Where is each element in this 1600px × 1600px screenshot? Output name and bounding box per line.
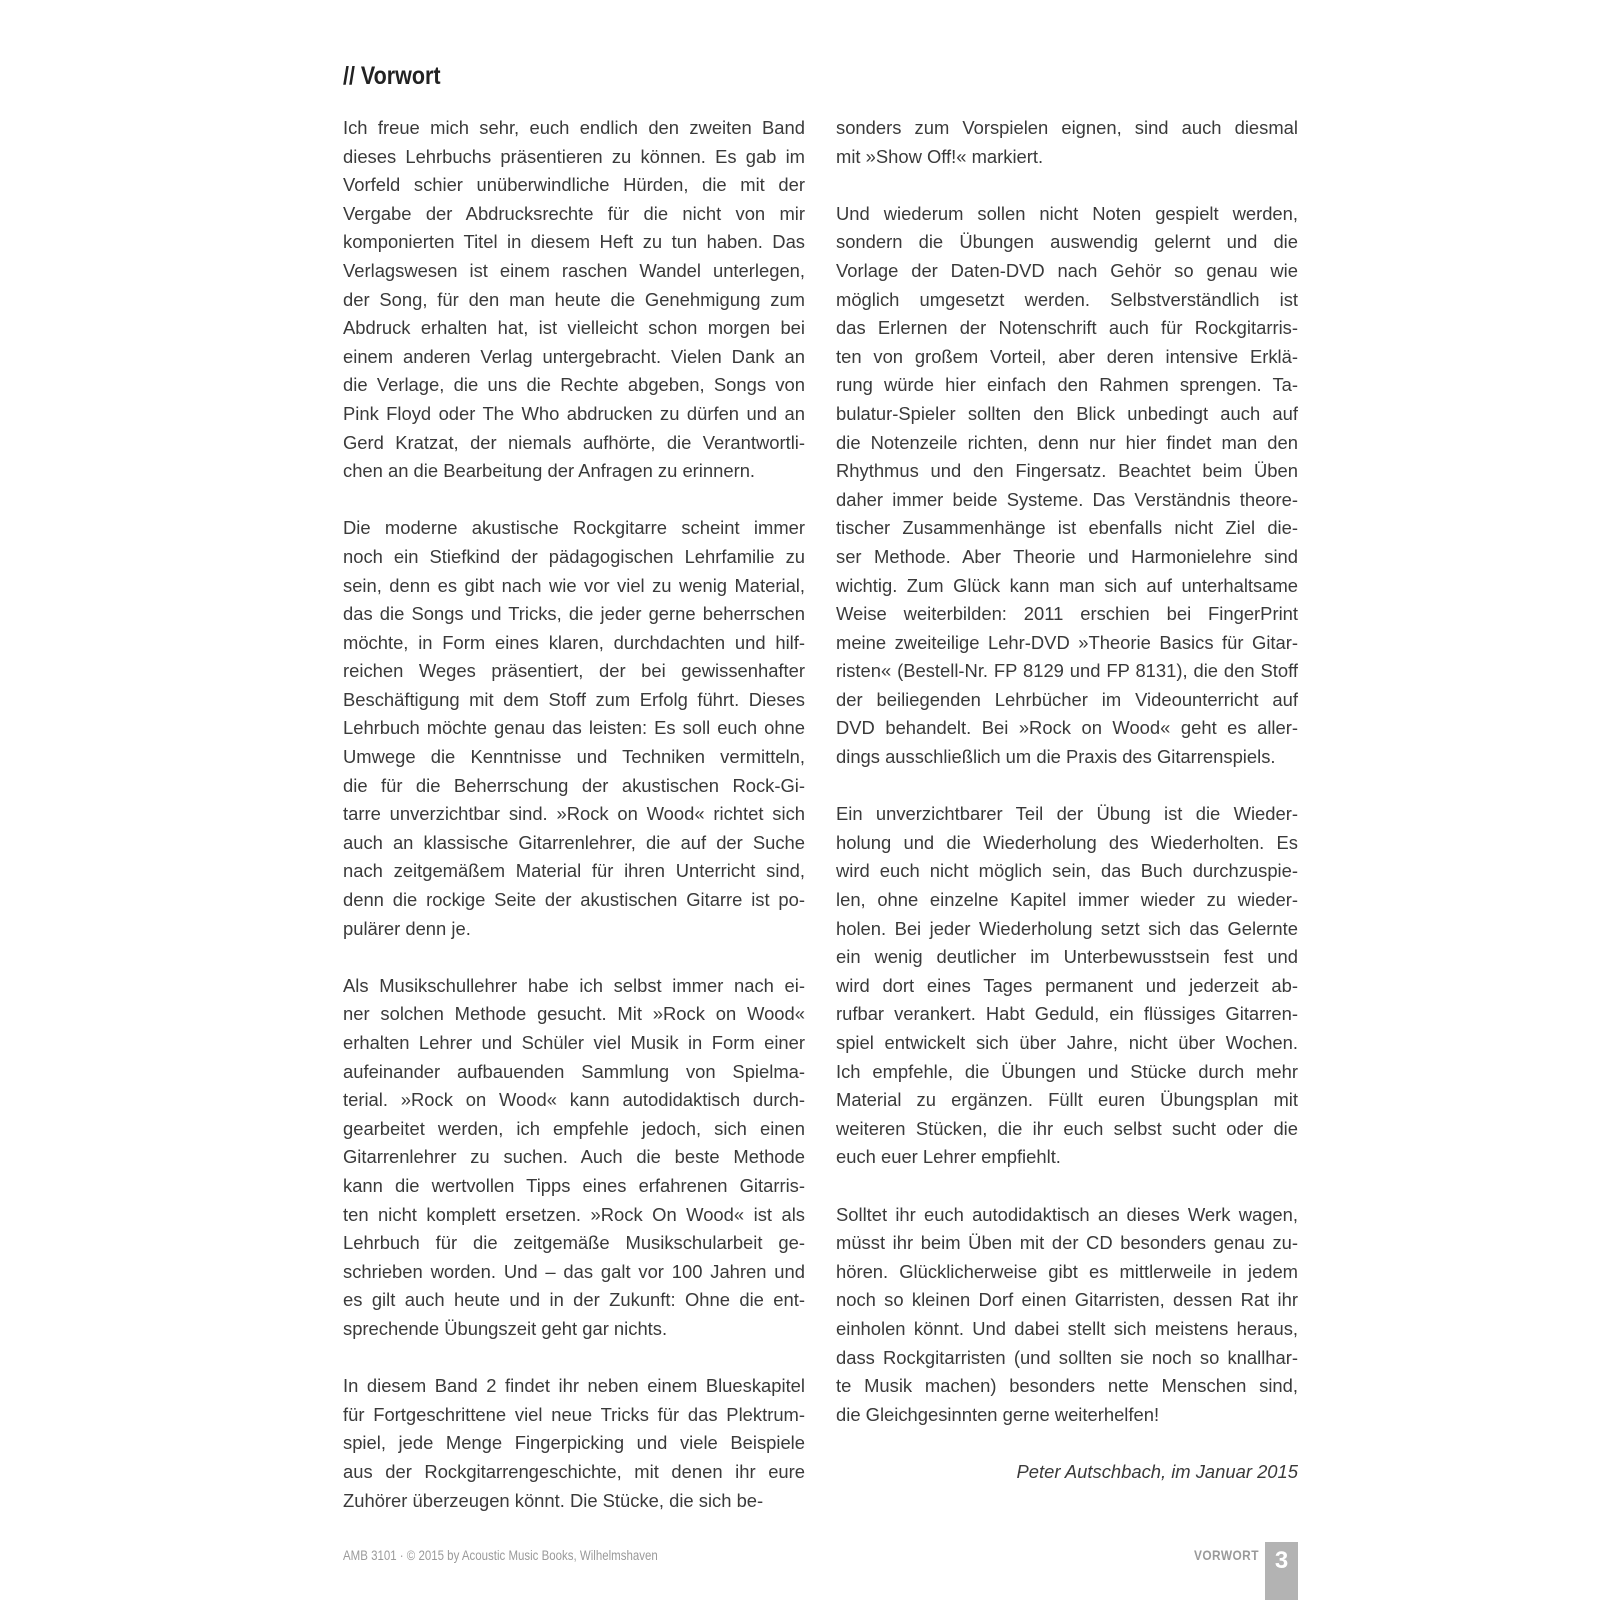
text-line: terial. »Rock on Wood« kann autodidaktisch durch- <box>343 1089 805 1111</box>
text-line: reichen Weges präsentiert, der bei gewissenhafter <box>343 660 805 682</box>
text-line: auch an klassische Gitarrenlehrer, die auf der Suche <box>343 831 805 853</box>
text-line: sein, denn es gibt nach wie vor viel zu wenig Material, <box>343 574 805 596</box>
text-line: Ein unverzichtbarer Teil der Übung ist die Wieder- <box>836 803 1298 825</box>
text-line: denn die rockige Seite der akustischen Gitarre ist po- <box>343 889 805 911</box>
text-line: die Notenzeile richten, denn nur hier findet man den <box>836 431 1298 453</box>
text-line: hören. Glücklicherweise gibt es mittlerweile in jedem <box>836 1260 1298 1282</box>
text-line: Vorlage der Daten-DVD nach Gehör so genau wie <box>836 259 1298 281</box>
text-line: Gerd Kratzat, der niemals aufhörte, die Verantwortli- <box>343 431 805 453</box>
text-line: bulatur-Spieler sollten den Blick unbedingt auch auf <box>836 402 1298 424</box>
text-line: weiteren Stücken, die ihr euch selbst sucht oder die <box>836 1117 1298 1139</box>
text-line: das die Songs und Tricks, die jeder gerne beherrschen <box>343 603 805 625</box>
text-line: Pink Floyd oder The Who abdrucken zu dürfen und an <box>343 402 805 424</box>
text-line: erhalten Lehrer und Schüler viel Musik in Form einer <box>343 1032 805 1053</box>
text-line: kann die wertvollen Tipps eines erfahrenen Gitarris- <box>343 1174 805 1196</box>
footer-copyright: AMB 3101 · © 2015 by Acoustic Music Books, Wilhelmshaven <box>343 1547 658 1563</box>
text-line: noch ein Stiefkind der pädagogischen Lehrfamilie zu <box>343 545 805 567</box>
text-line: Vergabe der Abdrucksrechte für die nicht von mir <box>343 202 805 224</box>
text-line: ser Methode. Aber Theorie und Harmonielehre sind <box>836 545 1298 567</box>
paragraph-gap <box>836 1429 1298 1458</box>
paragraph-gap <box>836 1172 1298 1201</box>
text-line: Die moderne akustische Rockgitarre scheint immer <box>343 517 805 539</box>
footer-section-label: VORWORT <box>1194 1547 1259 1563</box>
text-line: müsst ihr beim Üben mit der CD besonders genau zu- <box>836 1232 1298 1254</box>
text-line: einem anderen Verlag untergebracht. Vielen Dank an <box>343 345 805 367</box>
text-line: der beiliegenden Lehrbücher im Videounterricht auf <box>836 688 1298 710</box>
paragraph-gap <box>343 486 805 515</box>
text-line: In diesem Band 2 findet ihr neben einem Blueskapitel <box>343 1375 805 1397</box>
text-line: Umwege die Kenntnisse und Techniken vermitteln, <box>343 746 805 768</box>
text-line: nach zeitgemäßem Material für ihren Unterricht sind, <box>343 860 805 882</box>
text-line: Weise weiterbilden: 2011 erschien bei FingerPrint <box>836 603 1298 625</box>
text-line: aufeinander aufbauenden Sammlung von Spielma- <box>343 1060 805 1082</box>
text-line: der Song, für den man heute die Genehmigung zum <box>343 288 805 310</box>
text-line: sprechende Übungszeit geht gar nichts. <box>343 1317 668 1339</box>
text-line: gearbeitet werden, ich empfehle jedoch, sich einen <box>343 1117 805 1139</box>
text-line: Ich freue mich sehr, euch endlich den zweiten Band <box>343 117 805 138</box>
text-line: Lehrbuch für die zeitgemäße Musikschularbeit ge- <box>343 1232 805 1254</box>
text-line: Beschäftigung mit dem Stoff zum Erfolg führt. Dieses <box>343 688 805 710</box>
text-line: wird dort eines Tages permanent und jederzeit ab- <box>836 974 1298 996</box>
text-line: noch so kleinen Dorf einen Gitarristen, dessen Rat ihr <box>836 1289 1298 1311</box>
text-line: tarre unverzichtbar sind. »Rock on Wood« richtet sich <box>343 803 805 825</box>
text-line: möglich umgesetzt werden. Selbstverständlich ist <box>836 288 1298 310</box>
text-line: chen an die Bearbeitung der Anfragen zu erinnern. <box>343 460 756 482</box>
text-line: wichtig. Zum Glück kann man sich auf unterhaltsame <box>836 574 1298 596</box>
text-line: einholen könnt. Und dabei stellt sich meistens heraus, <box>836 1317 1298 1339</box>
text-line: ten von großem Vorteil, aber deren intensive Erklä- <box>836 345 1298 367</box>
text-line: Solltet ihr euch autodidaktisch an dieses Werk wagen, <box>836 1203 1298 1225</box>
text-line: euch euer Lehrer empfiehlt. <box>836 1146 1061 1168</box>
text-line: dieses Lehrbuchs präsentieren zu können. Es gab im <box>343 145 805 167</box>
text-line: Verlagswesen ist einem raschen Wandel unterlegen, <box>343 259 805 281</box>
text-line: mit »Show Off!« markiert. <box>836 145 1044 167</box>
text-line: komponierten Titel in diesem Heft zu tun haben. Das <box>343 231 805 253</box>
text-line: DVD behandelt. Bei »Rock on Wood« geht es aller- <box>836 717 1298 739</box>
text-line: spiel, jede Menge Fingerpicking und viele Beispiele <box>343 1432 805 1454</box>
text-line: daher immer beide Systeme. Das Verständnis theore- <box>836 488 1298 510</box>
text-line: Und wiederum sollen nicht Noten gespielt werden, <box>836 202 1298 224</box>
text-line: Lehrbuch möchte genau das leisten: Es soll euch ohne <box>343 717 805 739</box>
text-line: die Gleichgesinnten gerne weiterhelfen! <box>836 1403 1160 1425</box>
text-line: ten nicht komplett ersetzen. »Rock On Wood« ist als <box>343 1203 805 1225</box>
signature: Peter Autschbach, im Januar 2015 <box>1016 1460 1298 1482</box>
text-line: dass Rockgitarristen (und sollten sie noch so knallhar- <box>836 1346 1298 1368</box>
text-line: möchte, in Form eines klaren, durchdachten und hilf- <box>343 631 805 653</box>
text-line: te Musik machen) besonders nette Menschen sind, <box>836 1375 1298 1397</box>
text-line: risten« (Bestell-Nr. FP 8129 und FP 8131), die den Stoff <box>836 660 1298 682</box>
text-line: pulärer denn je. <box>343 917 471 939</box>
text-line: Als Musikschullehrer habe ich selbst immer nach ei- <box>343 974 805 996</box>
page-title: // Vorwort <box>343 62 441 90</box>
text-line: sondern die Übungen auswendig gelernt und die <box>836 231 1298 253</box>
paragraph-gap <box>343 943 805 972</box>
text-line: rufbar verankert. Habt Geduld, ein flüssiges Gitarren- <box>836 1003 1298 1025</box>
text-line: ein wenig deutlicher im Unterbewusstsein fest und <box>836 946 1298 968</box>
text-line: spiel entwickelt sich über Jahre, nicht über Wochen. <box>836 1032 1298 1053</box>
text-line: es gilt auch heute und in der Zukunft: Ohne die ent- <box>343 1289 805 1311</box>
text-line: aus der Rockgitarrengeschichte, mit denen ihr eure <box>343 1460 805 1482</box>
text-line: dings ausschließlich um die Praxis des Gitarrenspiels. <box>836 746 1276 768</box>
text-line: meine zweiteilige Lehr-DVD »Theorie Basics für Gitar- <box>836 631 1298 653</box>
text-line: sonders zum Vorspielen eignen, sind auch diesmal <box>836 117 1298 138</box>
page-number: 3 <box>1265 1542 1298 1600</box>
text-line: schrieben worden. Und – das galt vor 100 Jahren und <box>343 1260 805 1282</box>
right-text-column <box>836 114 1298 1487</box>
text-line: tischer Zusammenhänge ist ebenfalls nicht Ziel die- <box>836 517 1298 539</box>
paragraph-gap <box>343 1344 805 1373</box>
text-line: Abdruck erhalten hat, ist vielleicht schon morgen bei <box>343 317 805 339</box>
text-line: Material zu ergänzen. Füllt euren Übungsplan mit <box>836 1089 1298 1111</box>
text-line: die Verlage, die uns die Rechte abgeben, Songs von <box>343 374 805 396</box>
text-line: rung würde hier einfach den Rahmen sprengen. Ta- <box>836 374 1298 396</box>
text-line: Vorfeld schier unüberwindliche Hürden, die mit der <box>343 174 805 196</box>
text-line: ner solchen Methode gesucht. Mit »Rock on Wood« <box>343 1003 805 1025</box>
text-line: Rhythmus und den Fingersatz. Beachtet beim Üben <box>836 460 1298 482</box>
text-line: holen. Bei jeder Wiederholung setzt sich das Gelernte <box>836 917 1298 939</box>
text-line: holung und die Wiederholung des Wiederholten. Es <box>836 831 1298 853</box>
text-line: wird euch nicht möglich sein, das Buch durchzuspie- <box>836 860 1298 882</box>
text-line: Gitarrenlehrer zu suchen. Auch die beste Methode <box>343 1146 805 1168</box>
paragraph-gap <box>836 171 1298 200</box>
text-line: für Fortgeschrittene viel neue Tricks für das Plektrum- <box>343 1403 805 1425</box>
text-line: Zuhörer überzeugen könnt. Die Stücke, die sich be- <box>343 1489 764 1511</box>
text-line: das Erlernen der Notenschrift auch für Rockgitarris- <box>836 317 1298 339</box>
text-line: len, ohne einzelne Kapitel immer wieder zu wieder- <box>836 889 1298 911</box>
text-line: Ich empfehle, die Übungen und Stücke durch mehr <box>836 1060 1298 1082</box>
left-text-column <box>343 114 805 1515</box>
paragraph-gap <box>836 772 1298 801</box>
text-line: die für die Beherrschung der akustischen Rock-Gi- <box>343 774 805 796</box>
